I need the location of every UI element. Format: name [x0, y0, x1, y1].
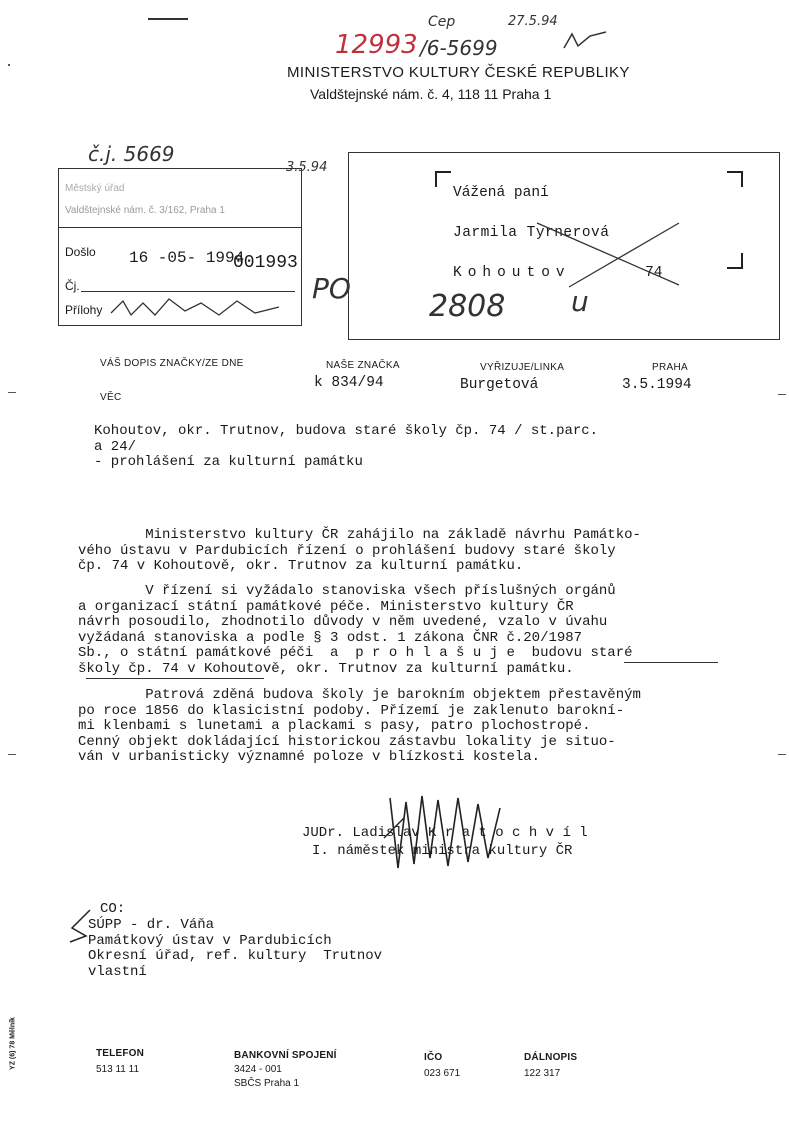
- stamp-signature-icon: [109, 293, 289, 323]
- subject-line: a 24/: [94, 438, 137, 455]
- top-initials: Cep: [428, 14, 456, 30]
- cc-label: CO:: [100, 901, 126, 917]
- telefon-value: 513 11 11: [96, 1064, 140, 1075]
- cc-check-mark-icon: [66, 906, 96, 946]
- margin-tick: [778, 754, 786, 755]
- recipient-handwritten-mark: u: [571, 285, 589, 318]
- paragraph-line: V řízení si vyžádalo stanoviska všech příslušných orgánů: [78, 583, 616, 599]
- paragraph-line: Ministerstvo kultury ČR zahájilo na základě návrhu Památko-: [78, 527, 641, 543]
- corner-mark: [435, 171, 451, 187]
- paragraph-line: Patrová zděná budova školy je barokním objektem přestavěným: [78, 687, 641, 703]
- cc-item: Okresní úřad, ref. kultury Trutnov: [88, 948, 383, 965]
- stamp-doslo-label: Došlo: [65, 245, 96, 259]
- paragraph-line: ván v urbanisticky významné poloze v blízkosti kostela.: [78, 749, 541, 766]
- subject-label: VĚC: [100, 392, 122, 403]
- ministry-address: Valdštejnské nám. č. 4, 118 11 Praha 1: [310, 86, 552, 102]
- approval-scribble-icon: [560, 28, 610, 52]
- paragraph-line: a organizací státní památkové péče. Ministerstvo kultury ČR: [78, 598, 574, 615]
- underline-mark: [86, 678, 264, 679]
- stamp-faded-line2: Valdštejnské nám. č. 3/162, Praha 1: [65, 205, 225, 216]
- underline-mark: [624, 662, 718, 663]
- margin-tick: [8, 64, 10, 66]
- stamp-handwritten-date: 3.5.94: [286, 160, 328, 175]
- recipient-handwritten-number: 2808: [429, 289, 506, 324]
- cc-item: Památkový ústav v Pardubicích: [88, 932, 332, 949]
- top-date: 27.5.94: [508, 14, 558, 29]
- stamp-cj-line: [81, 291, 295, 292]
- receipt-stamp: [58, 168, 302, 326]
- stamp-divider: [59, 227, 301, 228]
- recipient-salutation: Vážená paní: [453, 185, 549, 201]
- paragraph-line: vého ústavu v Pardubicích řízení o prohlášení budovy staré školy: [78, 542, 616, 559]
- registration-suffix: /6-5699: [420, 36, 498, 60]
- paragraph-line: po roce 1856 do klasicistní podoby. Přízemí je zaklenuto barokní-: [78, 702, 625, 719]
- recipient-house-number: 74: [645, 265, 663, 281]
- dalnopis-label: DÁLNOPIS: [524, 1052, 578, 1063]
- ministry-name: MINISTERSTVO KULTURY ČESKÉ REPUBLIKY: [287, 64, 630, 81]
- subject-block: [94, 424, 598, 471]
- city-label: PRAHA: [652, 362, 688, 373]
- paragraph-3: [78, 688, 641, 766]
- recipient-name: Jarmila Tyrnerová: [453, 225, 610, 241]
- stamp-doslo-number: 001993: [233, 253, 298, 273]
- corner-mark: [727, 171, 743, 187]
- po-mark: PO: [312, 272, 351, 305]
- ico-label: IČO: [424, 1052, 443, 1063]
- signatory-name: JUDr. Ladislav K r a t o c h v í l: [302, 825, 588, 841]
- bank-label: BANKOVNÍ SPOJENÍ: [234, 1050, 337, 1061]
- stamp-prilohy-label: Přílohy: [65, 303, 103, 317]
- top-dash-mark: [148, 18, 188, 20]
- cc-list: [88, 918, 382, 980]
- recipient-city: Kohoutov: [453, 265, 571, 281]
- dalnopis-value: 122 317: [524, 1068, 561, 1079]
- subject-line: - prohlášení za kulturní památku: [94, 454, 363, 471]
- print-code: YZ (6) 78 Mělník: [9, 1017, 17, 1070]
- ico-value: 023 671: [424, 1068, 461, 1079]
- registration-number: 12993: [335, 30, 418, 60]
- bank-value-1: 3424 - 001: [234, 1064, 282, 1075]
- paragraph-line: návrh posoudilo, zhodnotilo důvody v něm uvedené, vzalo v úvahu: [78, 614, 608, 631]
- paragraph-line: školy čp. 74 v Kohoutově, okr. Trutnov za kulturní památku.: [78, 660, 574, 677]
- stamp-handwritten-ref: č.j. 5669: [88, 142, 175, 166]
- contact-value: Burgetová: [460, 377, 539, 393]
- subject-line: Kohoutov, okr. Trutnov, budova staré školy čp. 74 / st.parc.: [94, 423, 599, 439]
- paragraph-line: čp. 74 v Kohoutově, okr. Trutnov za kulturní památku.: [78, 558, 524, 575]
- cc-item: vlastní: [88, 963, 147, 980]
- contact-label: VYŘIZUJE/LINKA: [480, 362, 565, 373]
- bank-value-2: SBČS Praha 1: [234, 1078, 300, 1089]
- our-ref-label: NAŠE ZNAČKA: [326, 360, 400, 371]
- corner-mark: [727, 253, 743, 269]
- paragraph-line: Sb., o státní památkové péči a p r o h l a š u j e budovu staré: [78, 645, 633, 662]
- telefon-label: TELEFON: [96, 1048, 145, 1059]
- recipient-box: [348, 152, 780, 340]
- stamp-doslo-date: 16 -05- 1994: [129, 249, 245, 267]
- stamp-faded-line1: Městský úřad: [65, 183, 125, 194]
- margin-tick: [8, 392, 16, 393]
- cc-item: SÚPP - dr. Váňa: [88, 917, 215, 933]
- paragraph-1: [78, 528, 641, 575]
- paragraph-2: [78, 584, 633, 678]
- date-value: 3.5.1994: [622, 377, 692, 393]
- paragraph-line: vyžádaná stanoviska a podle § 3 odst. 1 zákona ČNR č.20/1987: [78, 629, 583, 646]
- paragraph-line: Cenný objekt dokládající historickou zástavbu lokality je situo-: [78, 733, 616, 750]
- signatory-title: I. náměstek ministra kultury ČR: [312, 843, 573, 859]
- margin-tick: [778, 394, 786, 395]
- your-letter-label: VÁŠ DOPIS ZNAČKY/ZE DNE: [100, 358, 244, 369]
- margin-tick: [8, 754, 16, 755]
- our-ref-value: k 834/94: [314, 375, 384, 391]
- stamp-cj-label: Čj.: [65, 279, 80, 293]
- cross-out-mark-icon: [529, 213, 689, 293]
- paragraph-line: mi klenbami s lunetami a plackami s pasy, patro plochostropé.: [78, 718, 591, 735]
